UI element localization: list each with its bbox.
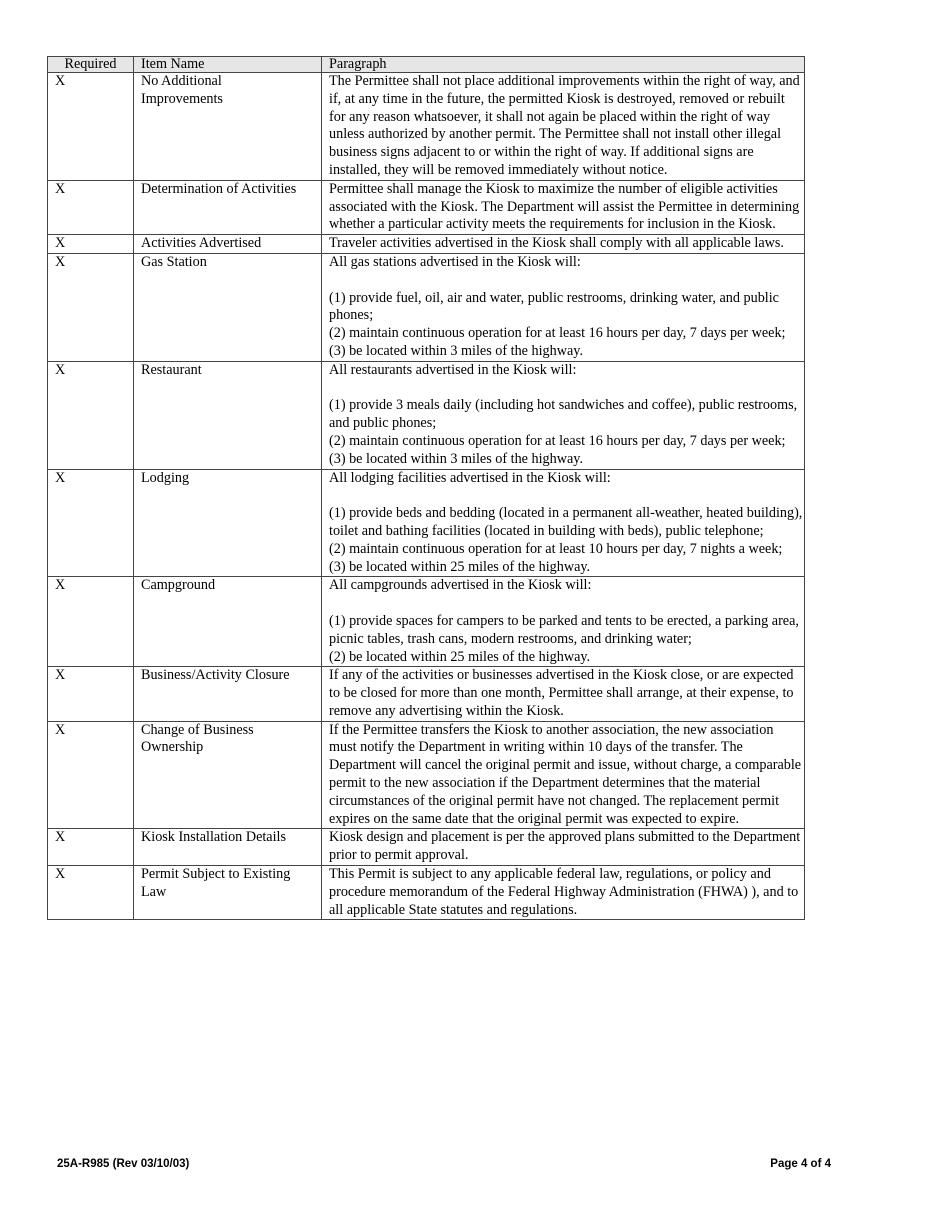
paragraph-cell-text: Kiosk design and placement is per the approved plans submitted to the Department prior to permit approval. (329, 829, 801, 864)
paragraph-cell (322, 829, 805, 866)
item-name-cell-text: Change of Business Ownership (141, 721, 254, 756)
paragraph-cell-text: If the Permittee transfers the Kiosk to another association, the new association must notify the Department in writing within 10 days of the transfer. The Department will cancel the original permit and issue, without charge, a comparable permit to the new association if the Department determines that the material circumstances of the original permit have not changed. The replacement permit expires on the same date that the original permit was expected to expire. (329, 721, 802, 827)
required-cell (48, 180, 134, 234)
paragraph-cell-text: All campgrounds advertised in the Kiosk will: (1) provide spaces for campers to be parked and tents to be erected, a parking area, picnic tables, trash cans, modern restrooms, and drinking water; (2) be located within 25 miles of the highway. (329, 577, 799, 665)
table-row (48, 866, 805, 920)
item-name-cell-text: No Additional Improvements (141, 73, 223, 107)
page-number: Page 4 of 4 (770, 1158, 831, 1170)
required-cell-text: X (55, 577, 66, 594)
required-cell-text: X (55, 667, 66, 684)
paragraph-cell (322, 577, 805, 667)
required-cell-text: X (55, 866, 66, 883)
item-name-cell (134, 235, 322, 254)
required-cell-text: X (55, 469, 66, 486)
paragraph-cell-text: All lodging facilities advertised in the Kiosk will: (1) provide beds and bedding (located in a permanent all-weather, heated building), toilet and bathing facilities (located in building with beds), public telephone; (2) maintain continuous operation for at least 10 hours per day, 7 nights a week; (3) be located within 25 miles of the highway. (329, 469, 803, 575)
required-cell (48, 866, 134, 920)
paragraph-cell (322, 469, 805, 577)
item-name-cell-text: Gas Station (141, 253, 207, 270)
header-paragraph: Paragraph (322, 57, 805, 73)
required-cell (48, 577, 134, 667)
required-cell-text: X (55, 180, 66, 197)
table-row (48, 180, 805, 234)
item-name-cell-text: Activities Advertised (141, 235, 262, 252)
paragraph-cell-text: If any of the activities or businesses advertised in the Kiosk close, or are expected to be closed for more than one month, Permittee shall arrange, at their expense, to remove any advertising within the Kiosk. (329, 667, 794, 719)
item-name-cell (134, 866, 322, 920)
paragraph-cell-text: Permittee shall manage the Kiosk to maximize the number of eligible activities associated with the Kiosk. The Department will assist the Permittee in determining whether a particular activity meets the requirements for inclusion in the Kiosk. (329, 180, 800, 233)
item-name-cell-text: Business/Activity Closure (141, 667, 290, 684)
paragraph-cell (322, 73, 805, 181)
item-name-cell (134, 253, 322, 361)
paragraph-cell (322, 721, 805, 829)
required-cell (48, 253, 134, 361)
table-row (48, 667, 805, 721)
item-name-cell (134, 469, 322, 577)
item-name-cell-text: Kiosk Installation Details (141, 829, 287, 846)
item-name-cell-text: Restaurant (141, 361, 202, 378)
paragraph-cell (322, 667, 805, 721)
required-cell (48, 721, 134, 829)
required-cell-text: X (55, 721, 66, 738)
form-id: 25A-R985 (Rev 03/10/03) (57, 1158, 190, 1170)
table-row (48, 577, 805, 667)
paragraph-cell (322, 866, 805, 920)
required-cell-text: X (55, 361, 66, 378)
item-name-cell (134, 667, 322, 721)
header-required: Required (48, 57, 134, 73)
paragraph-cell-text: All gas stations advertised in the Kiosk will: (1) provide fuel, oil, air and water, public restrooms, drinking water, and public phones; (2) maintain continuous operation for at least 16 hours per day, 7 days per week; (3) be located within 3 miles of the highway. (329, 253, 786, 359)
required-cell-text: X (55, 235, 66, 252)
item-name-cell-text: Permit Subject to Existing Law (141, 866, 291, 900)
required-cell-text: X (55, 253, 66, 270)
table-row (48, 469, 805, 577)
item-name-cell-text: Campground (141, 577, 216, 594)
table-header-row (48, 57, 805, 73)
table-row (48, 73, 805, 181)
paragraph-cell-text: All restaurants advertised in the Kiosk will: (1) provide 3 meals daily (including hot sandwiches and coffee), public restrooms, and public phones; (2) maintain continuous operation for at least 16 hours per day, 7 days per week; (3) be located within 3 miles of the highway. (329, 361, 798, 467)
paragraph-cell (322, 180, 805, 234)
required-cell (48, 829, 134, 866)
item-name-cell (134, 180, 322, 234)
paragraph-cell-text: Traveler activities advertised in the Kiosk shall comply with all applicable laws. (329, 235, 784, 252)
item-name-cell (134, 73, 322, 181)
required-cell (48, 667, 134, 721)
table-row (48, 253, 805, 361)
item-name-cell (134, 829, 322, 866)
required-cell-text: X (55, 73, 66, 89)
item-name-cell (134, 361, 322, 469)
required-cell (48, 361, 134, 469)
required-cell (48, 73, 134, 181)
item-name-cell (134, 577, 322, 667)
item-name-cell (134, 721, 322, 829)
table-row (48, 721, 805, 829)
paragraph-cell (322, 235, 805, 254)
table-row (48, 235, 805, 254)
item-name-cell-text: Lodging (141, 469, 190, 486)
table-row (48, 829, 805, 866)
paragraph-cell (322, 361, 805, 469)
required-cell (48, 235, 134, 254)
table-row (48, 361, 805, 469)
paragraph-cell-text: This Permit is subject to any applicable federal law, regulations, or policy and procedure memorandum of the Federal Highway Administration (FHWA) ), and to all applicable State statutes and regulations. (329, 866, 799, 918)
requirements-table (47, 56, 805, 920)
required-cell-text: X (55, 829, 66, 846)
required-cell (48, 469, 134, 577)
paragraph-cell-text: The Permittee shall not place additional improvements within the right of way, and if, at any time in the future, the permitted Kiosk is destroyed, removed or rebuilt for any reason whatsoever, it shall not again be placed within the right of way unless authorized by another permit. The Permittee shall not install other illegal business signs adjacent to or within the right of way. If additional signs are installed, they will be removed immediately without notice. (329, 73, 800, 178)
item-name-cell-text: Determination of Activities (141, 180, 297, 197)
paragraph-cell (322, 253, 805, 361)
header-item-name: Item Name (134, 57, 322, 73)
